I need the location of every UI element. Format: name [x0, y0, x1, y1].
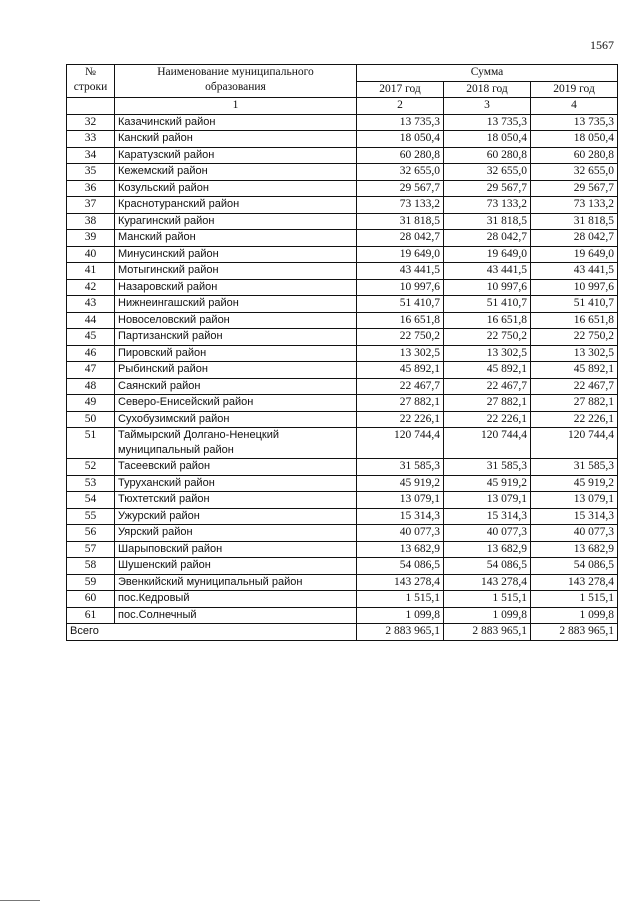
municipality-name: Каратузский район — [115, 147, 357, 164]
value-2019: 13 735,3 — [531, 114, 618, 131]
value-2017: 1 099,8 — [357, 607, 444, 624]
value-2018: 13 682,9 — [444, 541, 531, 558]
value-2017: 45 919,2 — [357, 475, 444, 492]
value-2019: 19 649,0 — [531, 246, 618, 263]
municipality-name: Нижнеингашский район — [115, 296, 357, 313]
row-number: 57 — [67, 541, 115, 558]
table-row — [67, 508, 618, 525]
value-2017: 29 567,7 — [357, 180, 444, 197]
table-row — [67, 459, 618, 476]
value-2018: 13 079,1 — [444, 492, 531, 509]
value-2018: 31 585,3 — [444, 459, 531, 476]
table-row — [67, 164, 618, 181]
row-number: 39 — [67, 230, 115, 247]
budget-table — [66, 64, 618, 641]
row-number: 59 — [67, 574, 115, 591]
value-2018: 29 567,7 — [444, 180, 531, 197]
table-body — [67, 114, 618, 624]
table-row — [67, 591, 618, 608]
municipality-name: Тасеевский район — [115, 459, 357, 476]
value-2017: 13 302,5 — [357, 345, 444, 362]
value-2019: 143 278,4 — [531, 574, 618, 591]
value-2018: 15 314,3 — [444, 508, 531, 525]
table-row — [67, 180, 618, 197]
value-2018: 13 302,5 — [444, 345, 531, 362]
row-number: 61 — [67, 607, 115, 624]
value-2019: 28 042,7 — [531, 230, 618, 247]
value-2017: 31 818,5 — [357, 213, 444, 230]
municipality-name: Пировский район — [115, 345, 357, 362]
value-2018: 19 649,0 — [444, 246, 531, 263]
row-number-header-line1: № — [85, 66, 96, 78]
table-row — [67, 279, 618, 296]
value-2019: 27 882,1 — [531, 395, 618, 412]
value-2018: 1 099,8 — [444, 607, 531, 624]
value-2017: 73 133,2 — [357, 197, 444, 214]
value-2019: 10 997,6 — [531, 279, 618, 296]
municipality-name-header-line1: Наименование муниципального — [157, 66, 314, 78]
row-number: 47 — [67, 362, 115, 379]
table-row — [67, 411, 618, 428]
value-2018: 60 280,8 — [444, 147, 531, 164]
value-2018: 22 467,7 — [444, 378, 531, 395]
value-2017: 1 515,1 — [357, 591, 444, 608]
year-2018-header: 2018 год — [444, 81, 531, 98]
value-2017: 22 750,2 — [357, 329, 444, 346]
value-2018: 22 226,1 — [444, 411, 531, 428]
value-2017: 10 997,6 — [357, 279, 444, 296]
table-row — [67, 558, 618, 575]
column-index: 1 — [115, 98, 357, 115]
row-number: 40 — [67, 246, 115, 263]
value-2019: 13 682,9 — [531, 541, 618, 558]
total-label: Всего — [67, 624, 357, 641]
municipality-name: Северо-Енисейский район — [115, 395, 357, 412]
value-2019: 22 750,2 — [531, 329, 618, 346]
value-2018: 13 735,3 — [444, 114, 531, 131]
value-2017: 45 892,1 — [357, 362, 444, 379]
table-row — [67, 213, 618, 230]
value-2019: 1 099,8 — [531, 607, 618, 624]
row-number: 32 — [67, 114, 115, 131]
row-number: 58 — [67, 558, 115, 575]
row-number: 43 — [67, 296, 115, 313]
row-number-header — [67, 65, 115, 98]
row-number-header-line2: строки — [73, 81, 108, 93]
value-2017: 16 651,8 — [357, 312, 444, 329]
value-2019: 60 280,8 — [531, 147, 618, 164]
value-2018: 54 086,5 — [444, 558, 531, 575]
value-2019: 45 892,1 — [531, 362, 618, 379]
value-2017: 19 649,0 — [357, 246, 444, 263]
value-2018: 45 892,1 — [444, 362, 531, 379]
municipality-name: Уярский район — [115, 525, 357, 542]
value-2018: 10 997,6 — [444, 279, 531, 296]
value-2019: 32 655,0 — [531, 164, 618, 181]
row-number: 33 — [67, 131, 115, 148]
value-2018: 28 042,7 — [444, 230, 531, 247]
municipality-name: Тюхтетский район — [115, 492, 357, 509]
value-2018: 16 651,8 — [444, 312, 531, 329]
value-2019: 54 086,5 — [531, 558, 618, 575]
row-number: 54 — [67, 492, 115, 509]
value-2019: 45 919,2 — [531, 475, 618, 492]
municipality-name: Новоселовский район — [115, 312, 357, 329]
value-2019: 18 050,4 — [531, 131, 618, 148]
total-2019: 2 883 965,1 — [531, 624, 618, 641]
row-number: 35 — [67, 164, 115, 181]
value-2017: 27 882,1 — [357, 395, 444, 412]
municipality-name: Назаровский район — [115, 279, 357, 296]
row-number: 46 — [67, 345, 115, 362]
value-2018: 143 278,4 — [444, 574, 531, 591]
row-number: 45 — [67, 329, 115, 346]
row-number: 41 — [67, 263, 115, 280]
municipality-name: Партизанский район — [115, 329, 357, 346]
value-2017: 13 682,9 — [357, 541, 444, 558]
municipality-name: Рыбинский район — [115, 362, 357, 379]
municipality-name: Краснотуранский район — [115, 197, 357, 214]
value-2017: 18 050,4 — [357, 131, 444, 148]
total-2018: 2 883 965,1 — [444, 624, 531, 641]
value-2017: 51 410,7 — [357, 296, 444, 313]
municipality-name: Манский район — [115, 230, 357, 247]
value-2019: 1 515,1 — [531, 591, 618, 608]
table-row — [67, 131, 618, 148]
value-2019: 51 410,7 — [531, 296, 618, 313]
row-number: 55 — [67, 508, 115, 525]
column-index: 2 — [357, 98, 444, 115]
value-2018: 22 750,2 — [444, 329, 531, 346]
value-2019: 13 302,5 — [531, 345, 618, 362]
value-2018: 32 655,0 — [444, 164, 531, 181]
row-number: 44 — [67, 312, 115, 329]
municipality-name: Саянский район — [115, 378, 357, 395]
value-2017: 22 226,1 — [357, 411, 444, 428]
row-number: 34 — [67, 147, 115, 164]
value-2019: 22 467,7 — [531, 378, 618, 395]
table-row — [67, 574, 618, 591]
value-2019: 16 651,8 — [531, 312, 618, 329]
table-row — [67, 230, 618, 247]
value-2017: 43 441,5 — [357, 263, 444, 280]
table-row — [67, 345, 618, 362]
table-row — [67, 492, 618, 509]
municipality-name: Эвенкийский муниципальный район — [115, 574, 357, 591]
value-2017: 120 744,4 — [357, 428, 444, 459]
municipality-name: Ужурский район — [115, 508, 357, 525]
municipality-name: Туруханский район — [115, 475, 357, 492]
value-2018: 51 410,7 — [444, 296, 531, 313]
value-2017: 31 585,3 — [357, 459, 444, 476]
value-2017: 32 655,0 — [357, 164, 444, 181]
value-2017: 13 079,1 — [357, 492, 444, 509]
value-2017: 60 280,8 — [357, 147, 444, 164]
total-row — [67, 624, 618, 641]
column-index: 3 — [444, 98, 531, 115]
table-row — [67, 246, 618, 263]
municipality-name: Козульский район — [115, 180, 357, 197]
value-2019: 29 567,7 — [531, 180, 618, 197]
table-row — [67, 525, 618, 542]
municipality-name: пос.Кедровый — [115, 591, 357, 608]
value-2018: 45 919,2 — [444, 475, 531, 492]
municipality-name: Кежемский район — [115, 164, 357, 181]
value-2017: 54 086,5 — [357, 558, 444, 575]
row-number: 48 — [67, 378, 115, 395]
value-2019: 43 441,5 — [531, 263, 618, 280]
value-2017: 15 314,3 — [357, 508, 444, 525]
sum-header: Сумма — [357, 65, 618, 82]
municipality-name: Шарыповский район — [115, 541, 357, 558]
table-row — [67, 263, 618, 280]
table-row — [67, 114, 618, 131]
municipality-name: Таймырский Долгано-Ненецкий муниципальный район — [115, 428, 357, 459]
table-row — [67, 395, 618, 412]
row-number: 42 — [67, 279, 115, 296]
value-2018: 120 744,4 — [444, 428, 531, 459]
footer-rule — [0, 900, 40, 901]
year-2019-header: 2019 год — [531, 81, 618, 98]
table-row — [67, 147, 618, 164]
row-number: 60 — [67, 591, 115, 608]
municipality-name-header-line2: образования — [205, 81, 266, 93]
table-row — [67, 362, 618, 379]
table-row — [67, 312, 618, 329]
value-2019: 31 585,3 — [531, 459, 618, 476]
municipality-name: Казачинский район — [115, 114, 357, 131]
row-number: 38 — [67, 213, 115, 230]
table-row — [67, 541, 618, 558]
value-2019: 31 818,5 — [531, 213, 618, 230]
municipality-name: Минусинский район — [115, 246, 357, 263]
table-row — [67, 378, 618, 395]
row-number: 51 — [67, 428, 115, 459]
municipality-name: Сухобузимский район — [115, 411, 357, 428]
value-2017: 22 467,7 — [357, 378, 444, 395]
value-2017: 28 042,7 — [357, 230, 444, 247]
row-number: 36 — [67, 180, 115, 197]
table-row — [67, 197, 618, 214]
table-row — [67, 607, 618, 624]
table-row — [67, 428, 618, 459]
value-2018: 40 077,3 — [444, 525, 531, 542]
table-row — [67, 329, 618, 346]
value-2018: 27 882,1 — [444, 395, 531, 412]
value-2017: 40 077,3 — [357, 525, 444, 542]
row-number: 49 — [67, 395, 115, 412]
value-2018: 73 133,2 — [444, 197, 531, 214]
table-row — [67, 475, 618, 492]
value-2019: 73 133,2 — [531, 197, 618, 214]
value-2017: 13 735,3 — [357, 114, 444, 131]
row-number: 53 — [67, 475, 115, 492]
row-number: 52 — [67, 459, 115, 476]
municipality-name: Курагинский район — [115, 213, 357, 230]
value-2019: 15 314,3 — [531, 508, 618, 525]
value-2019: 40 077,3 — [531, 525, 618, 542]
row-number: 37 — [67, 197, 115, 214]
municipality-name-header — [115, 65, 357, 98]
row-number: 56 — [67, 525, 115, 542]
value-2017: 143 278,4 — [357, 574, 444, 591]
municipality-name: Шушенский район — [115, 558, 357, 575]
table-row — [67, 296, 618, 313]
year-2017-header: 2017 год — [357, 81, 444, 98]
row-number: 50 — [67, 411, 115, 428]
value-2019: 22 226,1 — [531, 411, 618, 428]
municipality-name: Мотыгинский район — [115, 263, 357, 280]
value-2018: 31 818,5 — [444, 213, 531, 230]
value-2019: 120 744,4 — [531, 428, 618, 459]
municipality-name: пос.Солнечный — [115, 607, 357, 624]
total-2017: 2 883 965,1 — [357, 624, 444, 641]
municipality-name: Канский район — [115, 131, 357, 148]
column-index: 4 — [531, 98, 618, 115]
page-number: 1567 — [590, 38, 614, 52]
value-2018: 18 050,4 — [444, 131, 531, 148]
column-index — [67, 98, 115, 115]
value-2018: 1 515,1 — [444, 591, 531, 608]
value-2018: 43 441,5 — [444, 263, 531, 280]
value-2019: 13 079,1 — [531, 492, 618, 509]
